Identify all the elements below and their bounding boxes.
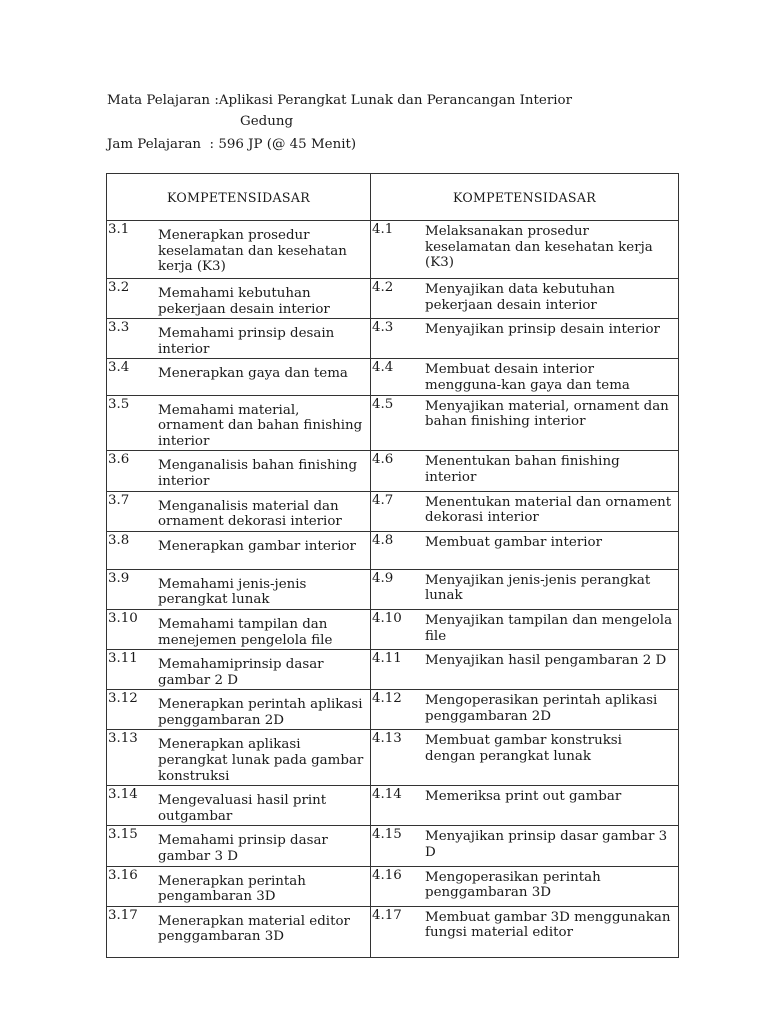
basic-competency-3-text: Memahamiprinsip dasar gambar 2 D — [158, 657, 324, 688]
basic-competency-3-text: Menerapkan material editor penggambaran 3D — [158, 913, 350, 945]
table-row — [107, 279, 679, 319]
basic-competency-4-cell — [371, 826, 679, 866]
basic-competency-3-cell — [107, 491, 371, 531]
basic-competency-4-number: 4.11 — [372, 651, 402, 667]
basic-competency-3-text: Menerapkan gambar interior — [158, 538, 356, 554]
basic-competency-4-text: Menyajikan tampilan dan mengelola file — [425, 612, 673, 644]
basic-competency-4-cell — [371, 395, 679, 451]
basic-competency-4-text: Membuat gambar 3D menggunakan fungsi material editor — [425, 909, 671, 941]
basic-competency-3-number: 3.10 — [108, 610, 138, 626]
basic-competency-4-number: 4.13 — [372, 731, 402, 747]
basic-competency-3-text: Memahami prinsip desain interior — [158, 326, 335, 357]
basic-competency-4-cell — [371, 906, 679, 957]
basic-competency-3-cell — [107, 866, 371, 906]
table-row — [107, 319, 679, 359]
basic-competency-4-text: Membuat gambar konstruksi dengan perangkat lunak — [425, 733, 622, 765]
table-row — [107, 221, 679, 279]
basic-competency-4-number: 4.15 — [372, 827, 402, 843]
subject-line — [107, 94, 572, 107]
basic-competency-3-text: Menganalisis bahan finishing interior — [158, 458, 358, 489]
basic-competency-3-number: 3.15 — [108, 827, 138, 843]
basic-competency-4-number: 4.10 — [372, 610, 402, 626]
basic-competency-3-text: Menerapkan gaya dan tema — [158, 366, 348, 382]
table-row — [107, 531, 679, 569]
basic-competency-3-cell — [107, 786, 371, 826]
basic-competency-4-number: 4.12 — [372, 691, 402, 707]
basic-competency-3-cell — [107, 730, 371, 786]
basic-competency-3-cell — [107, 221, 371, 279]
basic-competency-4-cell — [371, 609, 679, 649]
basic-competency-3-cell — [107, 906, 371, 957]
column-header-left: KOMPETENSIDASAR — [107, 174, 371, 221]
table-row — [107, 359, 679, 395]
basic-competency-4-cell — [371, 569, 679, 609]
table-row — [107, 609, 679, 649]
basic-competency-4-cell — [371, 319, 679, 359]
table-row — [107, 395, 679, 451]
hours-value: 596 JP (@ 45 Menit) — [218, 137, 357, 152]
table-row — [107, 451, 679, 491]
basic-competency-4-number: 4.3 — [372, 320, 394, 336]
basic-competency-3-text: Mengevaluasi hasil print outgambar — [158, 793, 327, 824]
table-row — [107, 569, 679, 609]
basic-competency-3-number: 3.3 — [108, 320, 130, 336]
basic-competency-4-number: 4.2 — [372, 280, 394, 295]
basic-competency-3-number: 3.9 — [108, 570, 130, 586]
basic-competency-4-number: 4.6 — [372, 452, 394, 468]
basic-competency-3-cell — [107, 569, 371, 609]
table-row — [107, 491, 679, 531]
subject-label: Mata Pelajaran : — [107, 93, 219, 108]
basic-competency-4-cell — [371, 690, 679, 730]
basic-competency-4-cell — [371, 491, 679, 531]
basic-competency-4-cell — [371, 866, 679, 906]
basic-competency-4-text: Membuat gambar interior — [425, 534, 602, 550]
basic-competency-3-cell — [107, 395, 371, 451]
basic-competency-4-number: 4.9 — [372, 570, 394, 586]
basic-competency-4-text: Menyajikan prinsip desain interior — [425, 322, 660, 338]
basic-competency-4-text: Membuat desain interior mengguna-kan gaya dan tema — [425, 362, 630, 393]
table-row — [107, 690, 679, 730]
basic-competency-3-number: 3.11 — [108, 651, 138, 667]
basic-competency-3-text: Memahami material, ornament dan bahan finishing interior — [158, 402, 363, 449]
basic-competency-4-cell — [371, 359, 679, 395]
basic-competency-3-cell — [107, 279, 371, 319]
basic-competency-4-number: 4.17 — [372, 907, 402, 923]
basic-competency-4-text: Mengoperasikan perintah penggambaran 3D — [425, 869, 601, 901]
basic-competency-3-text: Menerapkan perintah pengambaran 3D — [158, 873, 306, 905]
basic-competency-4-number: 4.7 — [372, 492, 394, 508]
basic-competency-3-text: Menerapkan prosedur keselamatan dan kesehatan kerja (K3) — [158, 228, 347, 275]
basic-competency-3-cell — [107, 319, 371, 359]
basic-competency-4-cell — [371, 451, 679, 491]
basic-competency-4-cell — [371, 650, 679, 690]
basic-competency-3-cell — [107, 451, 371, 491]
basic-competency-4-text: Mengoperasikan perintah aplikasi penggambaran 2D — [425, 693, 658, 724]
basic-competency-3-number: 3.1 — [108, 222, 130, 237]
basic-competency-4-text: Menyajikan hasil pengambaran 2 D — [425, 653, 667, 669]
column-header-right: KOMPETENSIDASAR — [371, 174, 679, 221]
basic-competency-4-number: 4.14 — [372, 787, 402, 803]
table-row — [107, 786, 679, 826]
basic-competency-3-number: 3.8 — [108, 532, 130, 548]
basic-competency-3-number: 3.16 — [108, 867, 138, 883]
basic-competency-3-number: 3.4 — [108, 360, 130, 376]
basic-competency-4-number: 4.5 — [372, 396, 394, 412]
hours-line — [107, 138, 356, 151]
basic-competency-3-text: Menerapkan aplikasi perangkat lunak pada gambar konstruksi — [158, 737, 364, 784]
basic-competency-3-text: Memahami jenis-jenis perangkat lunak — [158, 576, 307, 608]
basic-competency-4-text: Menyajikan prinsip dasar gambar 3 D — [425, 829, 668, 861]
basic-competency-3-text: Memahami prinsip dasar gambar 3 D — [158, 833, 328, 865]
basic-competency-4-cell — [371, 279, 679, 319]
table-header-row — [107, 174, 679, 221]
basic-competency-3-number: 3.13 — [108, 731, 138, 747]
basic-competency-4-text: Melaksanakan prosedur keselamatan dan kesehatan kerja (K3) — [425, 224, 653, 271]
table-row — [107, 730, 679, 786]
basic-competency-4-cell — [371, 730, 679, 786]
basic-competency-4-text: Menyajikan jenis-jenis perangkat lunak — [425, 572, 651, 604]
basic-competency-4-number: 4.4 — [372, 360, 394, 376]
competency-table — [106, 173, 679, 958]
basic-competency-4-number: 4.8 — [372, 532, 394, 548]
basic-competency-3-text: Menerapkan perintah aplikasi penggambaran 2D — [158, 697, 363, 728]
basic-competency-3-cell — [107, 690, 371, 730]
table-row — [107, 826, 679, 866]
basic-competency-3-number: 3.12 — [108, 691, 138, 707]
hours-label: Jam Pelajaran : — [107, 137, 219, 152]
table-row — [107, 650, 679, 690]
basic-competency-3-cell — [107, 650, 371, 690]
basic-competency-3-cell — [107, 826, 371, 866]
table-row — [107, 866, 679, 906]
basic-competency-3-text: Memahami kebutuhan pekerjaan desain interior — [158, 286, 330, 317]
basic-competency-4-text: Menentukan bahan finishing interior — [425, 454, 620, 485]
basic-competency-4-cell — [371, 531, 679, 569]
basic-competency-4-text: Menentukan material dan ornament dekorasi interior — [425, 494, 672, 526]
basic-competency-4-text: Menyajikan data kebutuhan pekerjaan desain interior — [425, 282, 615, 313]
basic-competency-3-cell — [107, 531, 371, 569]
basic-competency-3-cell — [107, 609, 371, 649]
basic-competency-3-text: Menganalisis material dan ornament dekorasi interior — [158, 498, 342, 530]
basic-competency-4-cell — [371, 786, 679, 826]
basic-competency-4-number: 4.16 — [372, 867, 402, 883]
basic-competency-4-number: 4.1 — [372, 222, 394, 237]
basic-competency-3-number: 3.17 — [108, 907, 138, 923]
basic-competency-3-number: 3.14 — [108, 787, 138, 803]
basic-competency-4-text: Memeriksa print out gambar — [425, 789, 622, 805]
table-body — [107, 221, 679, 958]
basic-competency-4-text: Menyajikan material, ornament dan bahan finishing interior — [425, 398, 669, 430]
basic-competency-3-number: 3.5 — [108, 396, 130, 412]
table-row — [107, 906, 679, 957]
basic-competency-3-number: 3.2 — [108, 280, 130, 295]
subject-title-continued: Gedung — [240, 114, 294, 129]
basic-competency-4-cell — [371, 221, 679, 279]
basic-competency-3-text: Memahami tampilan dan menejemen pengelola file — [158, 616, 333, 648]
basic-competency-3-cell — [107, 359, 371, 395]
basic-competency-3-number: 3.7 — [108, 492, 130, 508]
basic-competency-3-number: 3.6 — [108, 452, 130, 468]
subject-title: Aplikasi Perangkat Lunak dan Perancangan Interior — [218, 93, 572, 108]
